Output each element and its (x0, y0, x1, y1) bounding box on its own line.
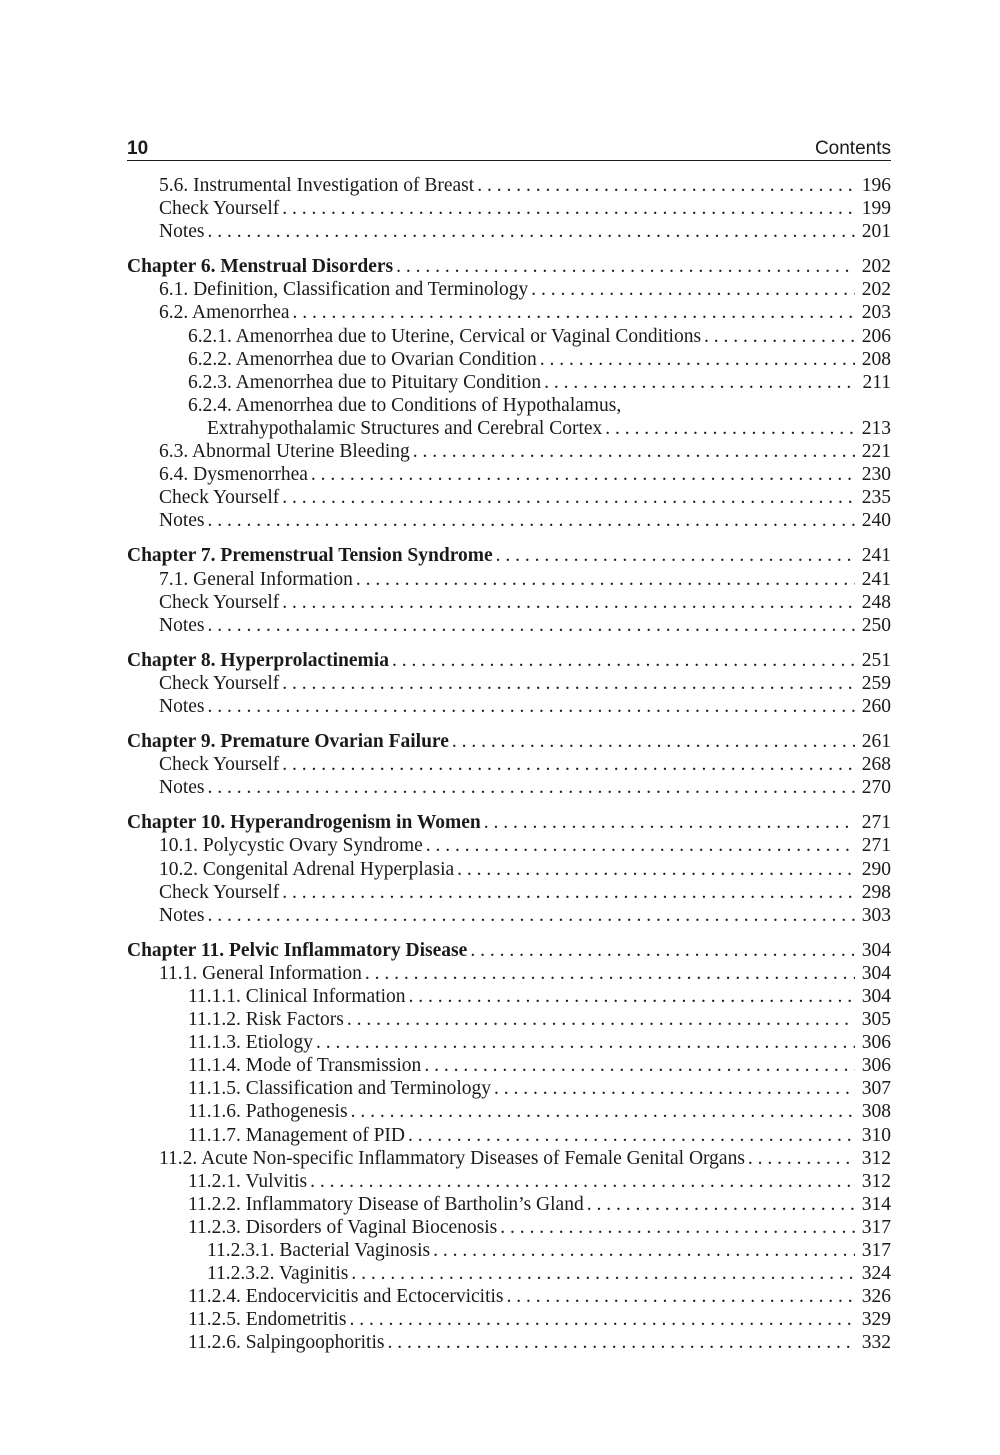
toc-entry[interactable] (127, 509, 891, 532)
toc-entry[interactable] (127, 348, 891, 371)
toc-entry[interactable] (127, 1008, 891, 1031)
toc-entry-page: 203 (861, 302, 891, 324)
dot-leader (531, 278, 855, 301)
dot-leader (282, 672, 855, 695)
toc-entry-page: 221 (861, 441, 891, 463)
toc-entry-title: Notes (159, 904, 205, 926)
dot-leader (409, 985, 855, 1008)
toc-entry[interactable] (127, 858, 891, 881)
toc-entry[interactable] (127, 881, 891, 904)
toc-entry-page: 241 (861, 568, 891, 590)
toc-chapter-entry[interactable] (127, 649, 891, 672)
dot-leader (500, 1216, 855, 1239)
toc-entry[interactable] (127, 1331, 891, 1354)
toc-entry-title: Extrahypothalamic Structures and Cerebral Cortex (207, 417, 603, 439)
toc-entry[interactable] (127, 1054, 891, 1077)
toc-entry[interactable] (127, 1100, 891, 1123)
toc-entry-title: Notes (159, 614, 205, 636)
toc-entry-title: 6.4. Dysmenorrhea (159, 464, 308, 486)
toc-entry-title: 11.2.3.2. Vaginitis (207, 1263, 349, 1285)
toc-entry-page: 306 (861, 1032, 891, 1054)
dot-leader (392, 649, 855, 672)
toc-entry-page: 250 (861, 614, 891, 636)
dot-leader (316, 1031, 855, 1054)
dot-leader (426, 834, 855, 857)
dot-leader (494, 1077, 855, 1100)
toc-entry[interactable] (127, 1170, 891, 1193)
toc-chapter-entry[interactable] (127, 730, 891, 753)
toc-entry-title: 11.2.3.1. Bacterial Vaginosis (207, 1240, 431, 1262)
toc-entry-page: 235 (861, 487, 891, 509)
toc-entry-title: Check Yourself (159, 672, 280, 694)
toc-chapter-entry[interactable] (127, 939, 891, 962)
toc-entry-title: 5.6. Instrumental Investigation of Breast (159, 175, 475, 196)
toc-entry-title: Notes (159, 695, 205, 717)
dot-leader (484, 811, 855, 834)
dot-leader (413, 440, 855, 463)
dot-leader (208, 614, 856, 637)
toc-entry[interactable] (127, 1124, 891, 1147)
dot-leader (282, 591, 855, 614)
toc-chapter-entry[interactable] (127, 255, 891, 278)
toc-entry-page: 303 (861, 904, 891, 926)
toc-entry-page: 230 (861, 464, 891, 486)
toc-chapter-title: Chapter 8. Hyperprolactinemia (127, 649, 389, 671)
toc-entry[interactable] (127, 394, 891, 417)
dot-leader (208, 220, 856, 243)
dot-leader (208, 904, 856, 927)
toc-entry-title: 11.2.2. Inflammatory Disease of Bartholin’s Gland (188, 1193, 584, 1215)
toc-chapter-title: Chapter 10. Hyperandrogenism in Women (127, 812, 481, 834)
dot-leader (311, 463, 855, 486)
toc-entry-page: 201 (861, 221, 891, 243)
toc-entry-page: 241 (861, 545, 891, 567)
dot-leader (347, 1008, 855, 1031)
toc-entry-page: 206 (861, 325, 891, 347)
dot-leader (408, 1124, 855, 1147)
toc-entry-page: 271 (861, 812, 891, 834)
toc-entry-title: 11.1.2. Risk Factors (188, 1009, 344, 1031)
toc-entry[interactable] (127, 695, 891, 718)
toc-entry-page: 196 (861, 175, 891, 196)
dot-leader (293, 301, 855, 324)
toc-entry[interactable] (127, 197, 891, 220)
dot-leader (208, 695, 856, 718)
toc-entry-page: 298 (861, 881, 891, 903)
toc-entry-title: Check Yourself (159, 881, 280, 903)
toc-entry-title: 6.1. Definition, Classification and Terminology (159, 279, 529, 301)
dot-leader (208, 509, 856, 532)
toc-entry[interactable] (127, 834, 891, 857)
toc-entry-page: 290 (861, 858, 891, 880)
toc-entry-title: Notes (159, 221, 205, 243)
toc-entry-page: 310 (861, 1124, 891, 1146)
dot-leader (424, 1054, 855, 1077)
toc-entry-page: 329 (861, 1309, 891, 1331)
toc-entry-page: 307 (861, 1078, 891, 1100)
toc-entry-page: 332 (861, 1332, 891, 1354)
dot-leader (208, 776, 856, 799)
toc-entry[interactable] (127, 1031, 891, 1054)
toc-chapter-title: Chapter 6. Menstrual Disorders (127, 256, 394, 278)
toc-entry[interactable] (127, 1077, 891, 1100)
toc-entry-title: Notes (159, 510, 205, 532)
toc-entry-page: 268 (861, 754, 891, 776)
toc-entry[interactable] (127, 371, 891, 394)
toc-entry[interactable] (127, 1239, 891, 1262)
dot-leader (748, 1147, 855, 1170)
dot-leader (507, 1285, 855, 1308)
toc-entry-page: 248 (861, 591, 891, 613)
toc-entry-page: 314 (861, 1193, 891, 1215)
toc-entry[interactable] (127, 1285, 891, 1308)
toc-entry[interactable] (127, 591, 891, 614)
toc-entry-page: 306 (861, 1055, 891, 1077)
toc-entry[interactable] (127, 1262, 891, 1285)
toc-chapter-title: Chapter 9. Premature Ovarian Failure (127, 731, 449, 753)
toc-entry[interactable] (127, 220, 891, 243)
page-header (127, 138, 891, 161)
toc-entry-title: 11.1. General Information (159, 962, 362, 984)
toc-entry-title: 6.2.3. Amenorrhea due to Pituitary Condition (188, 371, 542, 393)
toc-entry-page: 312 (861, 1147, 891, 1169)
toc-entry-page: 208 (861, 348, 891, 370)
toc-entry-title: Notes (159, 777, 205, 799)
toc-entry[interactable] (127, 672, 891, 695)
toc-entry[interactable] (127, 486, 891, 509)
toc-entry[interactable] (127, 325, 891, 348)
toc-entry-title: 10.2. Congenital Adrenal Hyperplasia (159, 858, 455, 880)
toc-entry[interactable] (127, 1147, 891, 1170)
dot-leader (544, 371, 855, 394)
page-number: 10 (127, 138, 149, 159)
dot-leader (605, 417, 855, 440)
dot-leader (433, 1239, 855, 1262)
running-head: Contents (814, 138, 891, 159)
toc-chapter-title: Chapter 11. Pelvic Inflammatory Disease (127, 939, 468, 961)
toc-entry[interactable] (127, 278, 891, 301)
toc-entry-page: 240 (861, 510, 891, 532)
toc-entry-page: 324 (861, 1263, 891, 1285)
toc-entry-title: 11.1.3. Etiology (188, 1032, 313, 1054)
toc-entry[interactable] (127, 776, 891, 799)
toc-entry-title: 11.1.1. Clinical Information (188, 986, 406, 1007)
toc-entry-page: 304 (861, 939, 891, 961)
dot-leader (350, 1308, 855, 1331)
toc-entry[interactable] (127, 440, 891, 463)
toc-entry[interactable] (127, 301, 891, 324)
toc-entry[interactable] (127, 463, 891, 486)
dot-leader (396, 255, 855, 278)
dot-leader (540, 348, 855, 371)
toc-entry-title: 10.1. Polycystic Ovary Syndrome (159, 835, 423, 857)
dot-leader (452, 730, 855, 753)
toc-entry[interactable] (127, 1193, 891, 1216)
toc-entry-title: 6.2.2. Amenorrhea due to Ovarian Condition (188, 348, 537, 370)
toc-entry-title: Check Yourself (159, 487, 280, 509)
toc-entry-page: 305 (861, 1009, 891, 1031)
toc-entry-title: 11.2.1. Vulvitis (188, 1170, 308, 1192)
toc-entry[interactable] (127, 1216, 891, 1239)
table-of-contents (127, 174, 891, 1355)
dot-leader (704, 325, 855, 348)
dot-leader (351, 1100, 855, 1123)
toc-entry-title: Check Yourself (159, 754, 280, 776)
toc-entry-page: 260 (861, 695, 891, 717)
toc-entry[interactable] (127, 962, 891, 985)
toc-entry-page: 304 (861, 962, 891, 984)
toc-entry[interactable] (127, 1308, 891, 1331)
toc-entry[interactable] (127, 904, 891, 927)
dot-leader (356, 568, 855, 591)
toc-entry-page: 312 (861, 1170, 891, 1192)
toc-entry[interactable] (127, 174, 891, 197)
toc-entry-page: 317 (861, 1216, 891, 1238)
toc-entry-page: 326 (861, 1286, 891, 1308)
toc-entry-title: 6.2.4. Amenorrhea due to Conditions of Hypothalamus, (188, 394, 622, 416)
toc-entry[interactable] (127, 985, 891, 1008)
toc-entry-title: 11.2.4. Endocervicitis and Ectocervicitis (188, 1286, 504, 1308)
toc-entry-title: 11.1.7. Management of PID (188, 1124, 405, 1146)
toc-chapter-entry[interactable] (127, 811, 891, 834)
toc-entry-page: 202 (861, 256, 891, 278)
dot-leader (387, 1331, 855, 1354)
toc-entry-page: 251 (861, 649, 891, 671)
toc-entry-page: 270 (861, 777, 891, 799)
toc-entry-title: 11.2.3. Disorders of Vaginal Biocenosis (188, 1216, 498, 1238)
dot-leader (282, 753, 855, 776)
dot-leader (477, 174, 855, 197)
dot-leader (282, 197, 855, 220)
toc-entry-page: 199 (861, 198, 891, 220)
toc-entry[interactable] (127, 568, 891, 591)
toc-entry-title: 11.1.4. Mode of Transmission (188, 1055, 422, 1077)
toc-entry[interactable] (127, 753, 891, 776)
toc-entry[interactable] (127, 614, 891, 637)
dot-leader (457, 858, 855, 881)
toc-chapter-entry[interactable] (127, 544, 891, 567)
toc-chapter-title: Chapter 7. Premenstrual Tension Syndrome (127, 545, 493, 567)
dot-leader (365, 962, 855, 985)
toc-entry-title: 7.1. General Information (159, 568, 353, 590)
dot-leader (470, 939, 855, 962)
dot-leader (282, 486, 855, 509)
toc-entry-title: 11.2.5. Endometritis (188, 1309, 347, 1331)
toc-entry-page: 202 (861, 279, 891, 301)
dot-leader (587, 1193, 855, 1216)
toc-entry-title: 11.1.5. Classification and Terminology (188, 1078, 492, 1100)
toc-entry-title: 6.3. Abnormal Uterine Bleeding (159, 441, 410, 463)
toc-entry-title: 11.2. Acute Non-specific Inflammatory Diseases of Female Genital Organs (159, 1147, 745, 1169)
toc-entry-page: 261 (861, 731, 891, 753)
toc-entry-title: 11.2.6. Salpingoophoritis (188, 1332, 385, 1354)
dot-leader (310, 1170, 855, 1193)
toc-entry-page: 317 (861, 1240, 891, 1262)
toc-entry-title: 11.1.6. Pathogenesis (188, 1101, 348, 1123)
toc-entry-title: 6.2.1. Amenorrhea due to Uterine, Cervical or Vaginal Conditions (188, 325, 702, 347)
toc-entry-continuation[interactable] (127, 417, 891, 440)
dot-leader (496, 544, 855, 567)
toc-entry-page: 304 (861, 986, 891, 1007)
toc-entry-title: Check Yourself (159, 198, 280, 220)
toc-entry-page: 211 (862, 371, 891, 393)
toc-entry-page: 213 (861, 417, 891, 439)
toc-entry-page: 271 (861, 835, 891, 857)
toc-entry-page: 259 (861, 672, 891, 694)
toc-entry-page: 308 (861, 1101, 891, 1123)
toc-entry-title: Check Yourself (159, 591, 280, 613)
dot-leader (351, 1262, 855, 1285)
toc-entry-title: 6.2. Amenorrhea (159, 302, 290, 324)
dot-leader (282, 881, 855, 904)
